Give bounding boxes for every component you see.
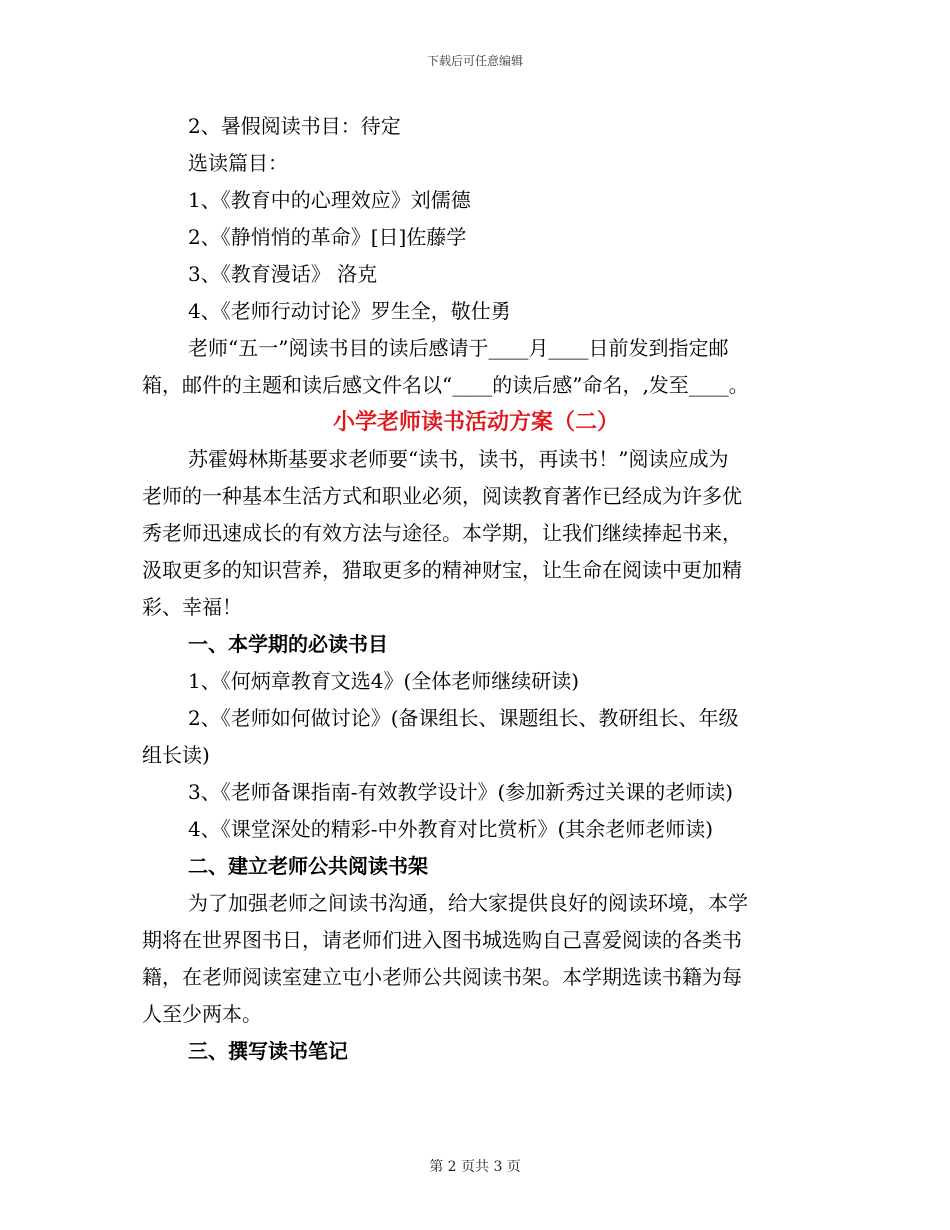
text-line: 秀老师迅速成长的有效方法与途径。本学期，让我们继续捧起书来， [142, 521, 742, 545]
section-title: 小学老师读书活动方案（二） [332, 410, 619, 435]
text-line: 汲取更多的知识营养，猎取更多的精神财宝，让生命在阅读中更加精 [142, 558, 742, 582]
text-line: 4、《老师行动讨论》罗生全，敬仕勇 [188, 299, 511, 323]
text-line: 2、《老师如何做讨论》(备课组长、课题组长、教研组长、年级 [188, 706, 739, 730]
section-heading: 三、撰写读书笔记 [188, 1039, 348, 1063]
text-line: 彩、幸福！ [142, 595, 242, 619]
text-line: 期将在世界图书日，请老师们进入图书城选购自己喜爱阅读的各类书 [142, 928, 742, 952]
text-line: 3、《老师备课指南-有效教学设计》(参加新秀过关课的老师读) [188, 780, 734, 804]
text-line: 4、《课堂深处的精彩-中外教育对比赏析》(其余老师老师读) [188, 817, 714, 841]
text-line: 选读篇目： [188, 151, 288, 175]
text-line: 组长读) [142, 743, 210, 767]
text-line: 为了加强老师之间读书沟通，给大家提供良好的阅读环境，本学 [188, 891, 748, 915]
section-heading: 二、建立老师公共阅读书架 [188, 854, 428, 878]
text-line: 人至少两本。 [142, 1002, 262, 1026]
text-line: 1、《何炳章教育文选4》(全体老师继续研读) [188, 669, 580, 693]
text-line: 2、《静悄悄的革命》[日]佐藤学 [188, 225, 467, 249]
section-heading: 一、本学期的必读书目 [188, 632, 388, 656]
text-line: 箱，邮件的主题和读后感文件名以“____的读后感”命名，,发至____。 [142, 373, 749, 397]
text-line: 籍，在老师阅读室建立屯小老师公共阅读书架。本学期选读书籍为每 [142, 965, 742, 989]
text-line: 1、《教育中的心理效应》刘儒德 [188, 188, 471, 212]
text-line: 2、暑假阅读书目：待定 [188, 114, 401, 138]
text-line: 3、《教育漫话》 洛克 [188, 262, 378, 286]
text-line: 老师“五一”阅读书目的读后感请于____月____日前发到指定邮 [188, 336, 729, 360]
text-line: 老师的一种基本生活方式和职业必须，阅读教育著作已经成为许多优 [142, 484, 742, 508]
text-line: 苏霍姆林斯基要求老师要“读书，读书，再读书！”阅读应成为 [188, 447, 729, 471]
page-header: 下载后可任意编辑 [426, 54, 523, 68]
page-footer: 第 2 页共 3 页 [429, 1159, 521, 1175]
document-body [142, 108, 810, 1070]
